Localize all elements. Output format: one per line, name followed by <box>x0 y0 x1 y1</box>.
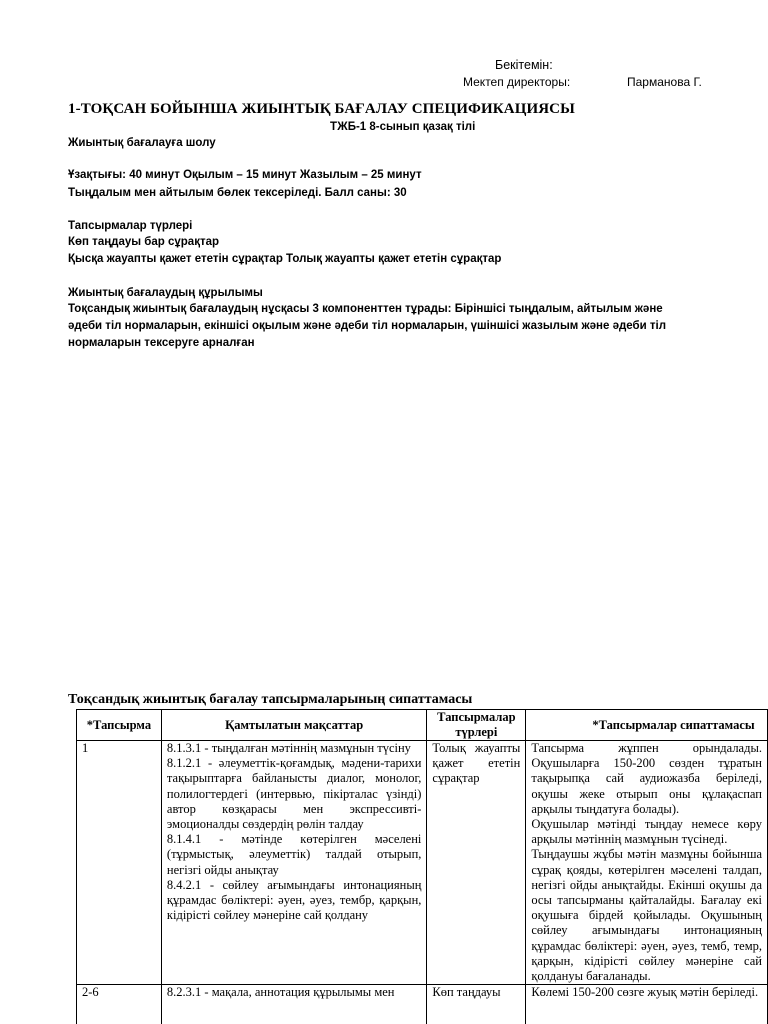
director-name: Парманова Г. <box>627 75 702 89</box>
description-cell <box>526 741 768 985</box>
task-type-text: Толық жауапты қажет ететін сұрақтар <box>432 741 521 786</box>
description-paragraph: Тыңдаушы жұбы мәтін мазмұны бойынша сұрақ қояды, көтерілген мәселені талдап, негізгі ойды анықтайды. Екінші оқушы да осы тапсырманы қайталайды. Бағалау екі оқушыға бірдей қойылады. Оқушының сөйлеу ағымындағы интонацияның құрамдас бөліктері: әуен, әуез, темб, темр, қарқын, кідірісті сөйлеу мәнеріне сай қолдануы бағаланады. <box>531 847 762 984</box>
description-cell <box>526 985 768 1024</box>
task-type-text: Көп таңдауы <box>432 985 501 1000</box>
description-paragraph: Тапсырма жұппен орындалады. Оқушыларға 150-200 сөзден тұратын тақырыпқа сай аудиожазба беріледі, оқушы жеке отырып оны құлақаспап арқылы тыңдатуға болады). <box>531 741 762 816</box>
task-number: 1 <box>77 741 162 985</box>
header-objectives: Қамтылатын мақсаттар <box>161 710 426 741</box>
task-type-cell <box>427 985 526 1024</box>
task-type-line: Қысқа жауапты қажет ететін сұрақтар Толық жауапты қажет ететін сұрақтар <box>68 253 502 265</box>
objective-item: 8.1.4.1 - мәтінде көтерілген мәселені (тұрмыстық, әлеуметтік) талдай отырып, негізгі ойды анықтау <box>166 832 422 877</box>
table-caption: Тоқсандық жиынтық бағалау тапсырмаларының сипаттамасы <box>68 692 473 707</box>
header-task: *Тапсырма <box>77 710 162 741</box>
objective-item: 8.1.3.1 - тыңдалған мәтіннің мазмұнын түсіну <box>166 741 411 755</box>
table-row <box>77 985 768 1024</box>
overview-duration: Ұзақтығы: 40 минут Оқылым – 15 минут Жазылым – 25 минут <box>68 169 422 181</box>
page-title: 1-ТОҚСАН БОЙЫНША ЖИЫНТЫҚ БАҒАЛАУ СПЕЦИФИКАЦИЯСЫ <box>68 101 575 117</box>
header-description: *Тапсырмалар сипаттамасы <box>526 710 768 741</box>
objective-item: 8.4.2.1 - сөйлеу ағымындағы интонацияның құрамдас бөліктері: әуен, әуез, тембр, қарқын, кідірісті сөйлеу мәнеріне сай қолдану <box>166 877 422 923</box>
structure-text-line: Тоқсандық жиынтық бағалаудың нұсқасы 3 компоненттен тұрады: Біріншісі тыңдалым, айтылым және <box>68 303 663 315</box>
task-type-line: Көп таңдауы бар сұрақтар <box>68 236 220 248</box>
specification-table <box>76 709 768 1024</box>
objective-item: 8.1.2.1 - әлеуметтік-қоғамдық, мәдени-тарихи тақырыптарға байланысты диалог, монолог, полилогтердегі (интервью, пікірталас үзінді) автор көзқарасы мен экспрессивті-эмоционалды сөздердің рөлін талдау <box>166 756 422 832</box>
approval-label: Бекітемін: <box>495 58 553 72</box>
structure-text-line: нормаларын тексеруге арналған <box>68 337 255 349</box>
overview-note: Тыңдалым мен айтылым бөлек тексеріледі. Балл саны: 30 <box>68 187 407 199</box>
description-paragraph: Көлемі 150-200 сөзге жуық мәтін беріледі. <box>531 985 759 1000</box>
table-header-row <box>77 710 768 741</box>
objectives-cell <box>161 741 426 985</box>
director-position: Мектеп директоры: <box>463 75 571 89</box>
header-types: Тапсырмалар түрлері <box>427 710 526 741</box>
task-type-cell <box>427 741 526 985</box>
task-types-heading: Тапсырмалар түрлері <box>68 220 193 232</box>
structure-text-line: әдеби тіл нормаларын, екіншісі оқылым және әдеби тіл нормаларын, үшіншісі жазылым және әдеби тіл <box>68 320 667 332</box>
table-row <box>77 741 768 985</box>
objectives-cell <box>161 985 426 1024</box>
objective-item: 8.2.3.1 - мақала, аннотация құрылымы мен <box>166 985 395 1000</box>
page-subtitle: ТЖБ-1 8-сынып қазақ тілі <box>330 121 476 133</box>
overview-heading: Жиынтық бағалауға шолу <box>68 137 216 149</box>
task-number: 2-6 <box>77 985 162 1024</box>
description-paragraph: Оқушылар мәтінді тыңдау немесе көру арқылы мәтіннің мазмұнын түсінеді. <box>531 817 762 847</box>
structure-heading: Жиынтық бағалаудың құрылымы <box>68 287 263 299</box>
